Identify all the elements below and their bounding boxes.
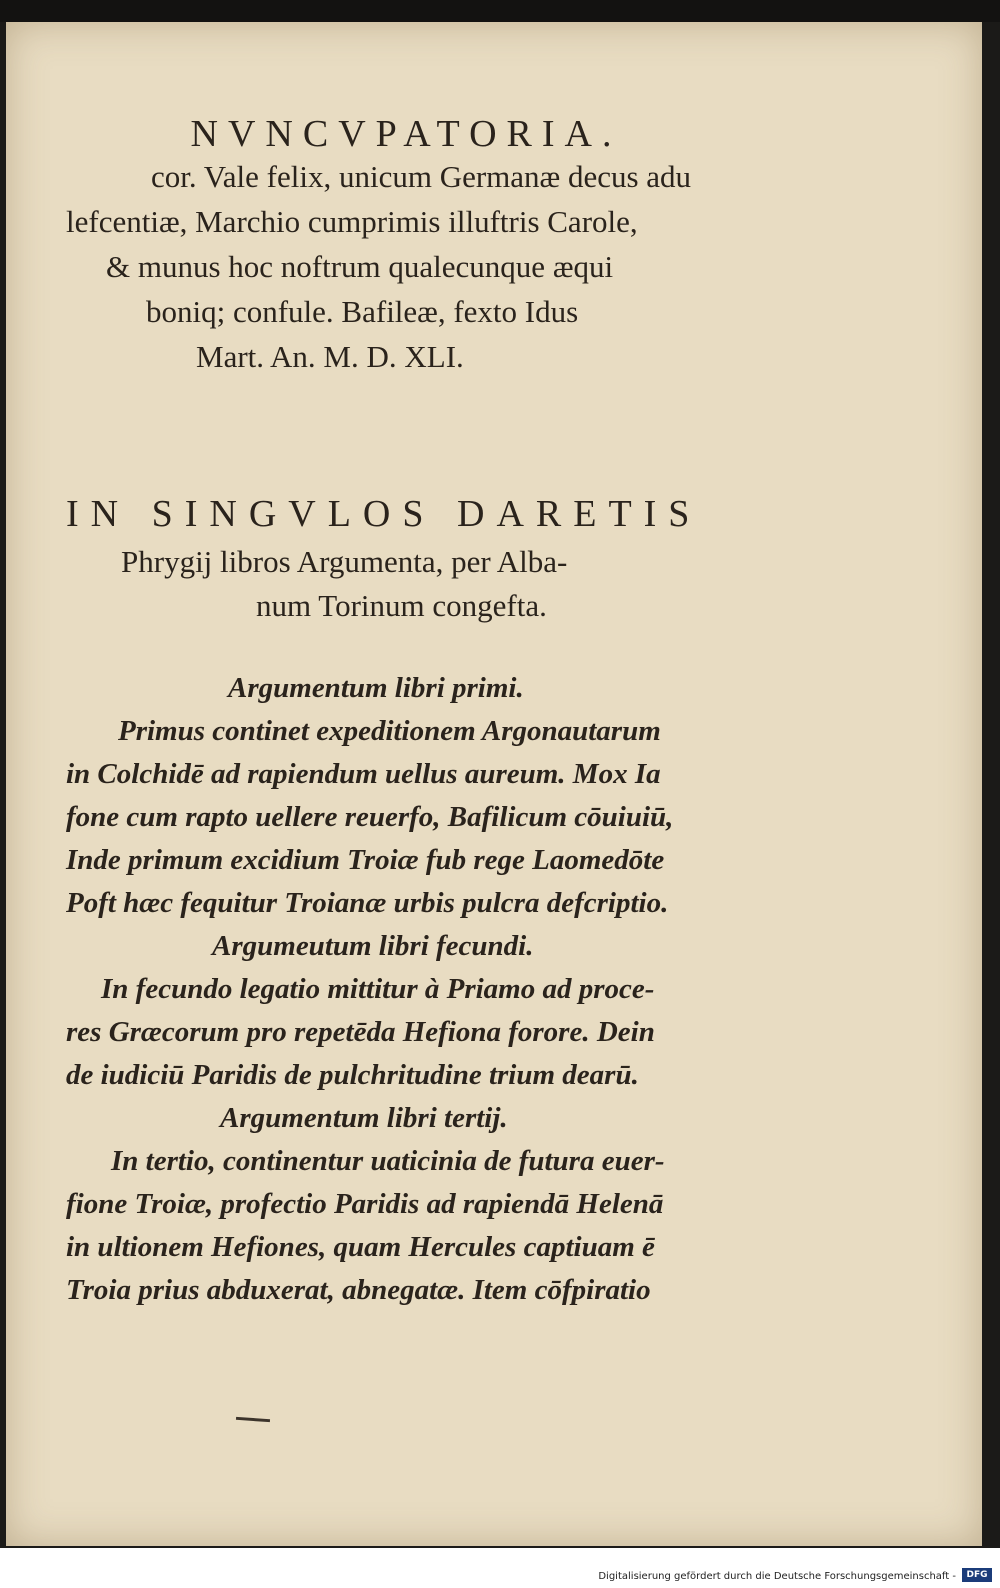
argument-2-line-3: de iudiciū Paridis de pulchritudine trium dearū. [66,1059,639,1091]
book-page [6,22,982,1546]
argument-1-heading: Argumentum libri primi. [228,672,524,704]
top-dark-border [0,0,1000,22]
ink-mark [236,1417,270,1422]
argument-2-line-2: res Græcorum pro repetēda Hefiona forore. Dein [66,1016,655,1048]
argument-1-line-3: fone cum rapto uellere reuerfo, Bafilicum cōuiuiū, [66,801,674,833]
footer-bar [0,1548,1000,1588]
argument-3-line-1: In tertio, continentur uaticinia de futura euer- [111,1145,665,1177]
argument-1-line-4: Inde primum excidium Troiæ fub rege Laomedōte [66,844,665,876]
argument-3-line-4: Troia prius abduxerat, abnegatæ. Item cōfpiratio [66,1274,651,1306]
section-subtitle-line-2: num Torinum congefta. [256,588,547,623]
argument-1-line-5: Poft hæc fequitur Troianæ urbis pulcra defcriptio. [66,887,669,919]
page-header-title: NVNCVPATORIA. [190,113,622,155]
argument-1-line-2: in Colchidē ad rapiendum uellus aureum. Mox Ia [66,758,661,790]
dedication-line-3: & munus hoc noftrum qualecunque æqui [106,249,614,284]
dfg-logo: DFG [962,1568,992,1582]
argument-2-heading: Argumeutum libri fecundi. [212,930,534,962]
argument-3-heading: Argumentum libri tertij. [220,1102,508,1134]
dedication-line-4: boniq; confule. Bafileæ, fexto Idus [146,294,579,329]
dedication-line-5: Mart. An. M. D. XLI. [196,339,464,374]
dedication-line-1: cor. Vale felix, unicum Germanæ decus adu [151,159,692,194]
argument-1-line-1: Primus continet expeditionem Argonautarum [118,715,661,747]
argument-3-line-3: in ultionem Hefiones, quam Hercules captiuam ē [66,1231,655,1263]
section-title: IN SINGVLOS DARETIS [66,493,702,535]
section-subtitle-line-1: Phrygij libros Argumenta, per Alba- [121,544,568,579]
argument-3-line-2: fione Troiæ, profectio Paridis ad rapiendā Helenā [66,1188,664,1220]
digitization-credit: Digitalisierung gefördert durch die Deutsche Forschungsgemeinschaft - [598,1571,956,1582]
dedication-line-2: lefcentiæ, Marchio cumprimis illuftris Carole, [66,204,638,239]
argument-2-line-1: In fecundo legatio mittitur à Priamo ad proce- [101,973,655,1005]
